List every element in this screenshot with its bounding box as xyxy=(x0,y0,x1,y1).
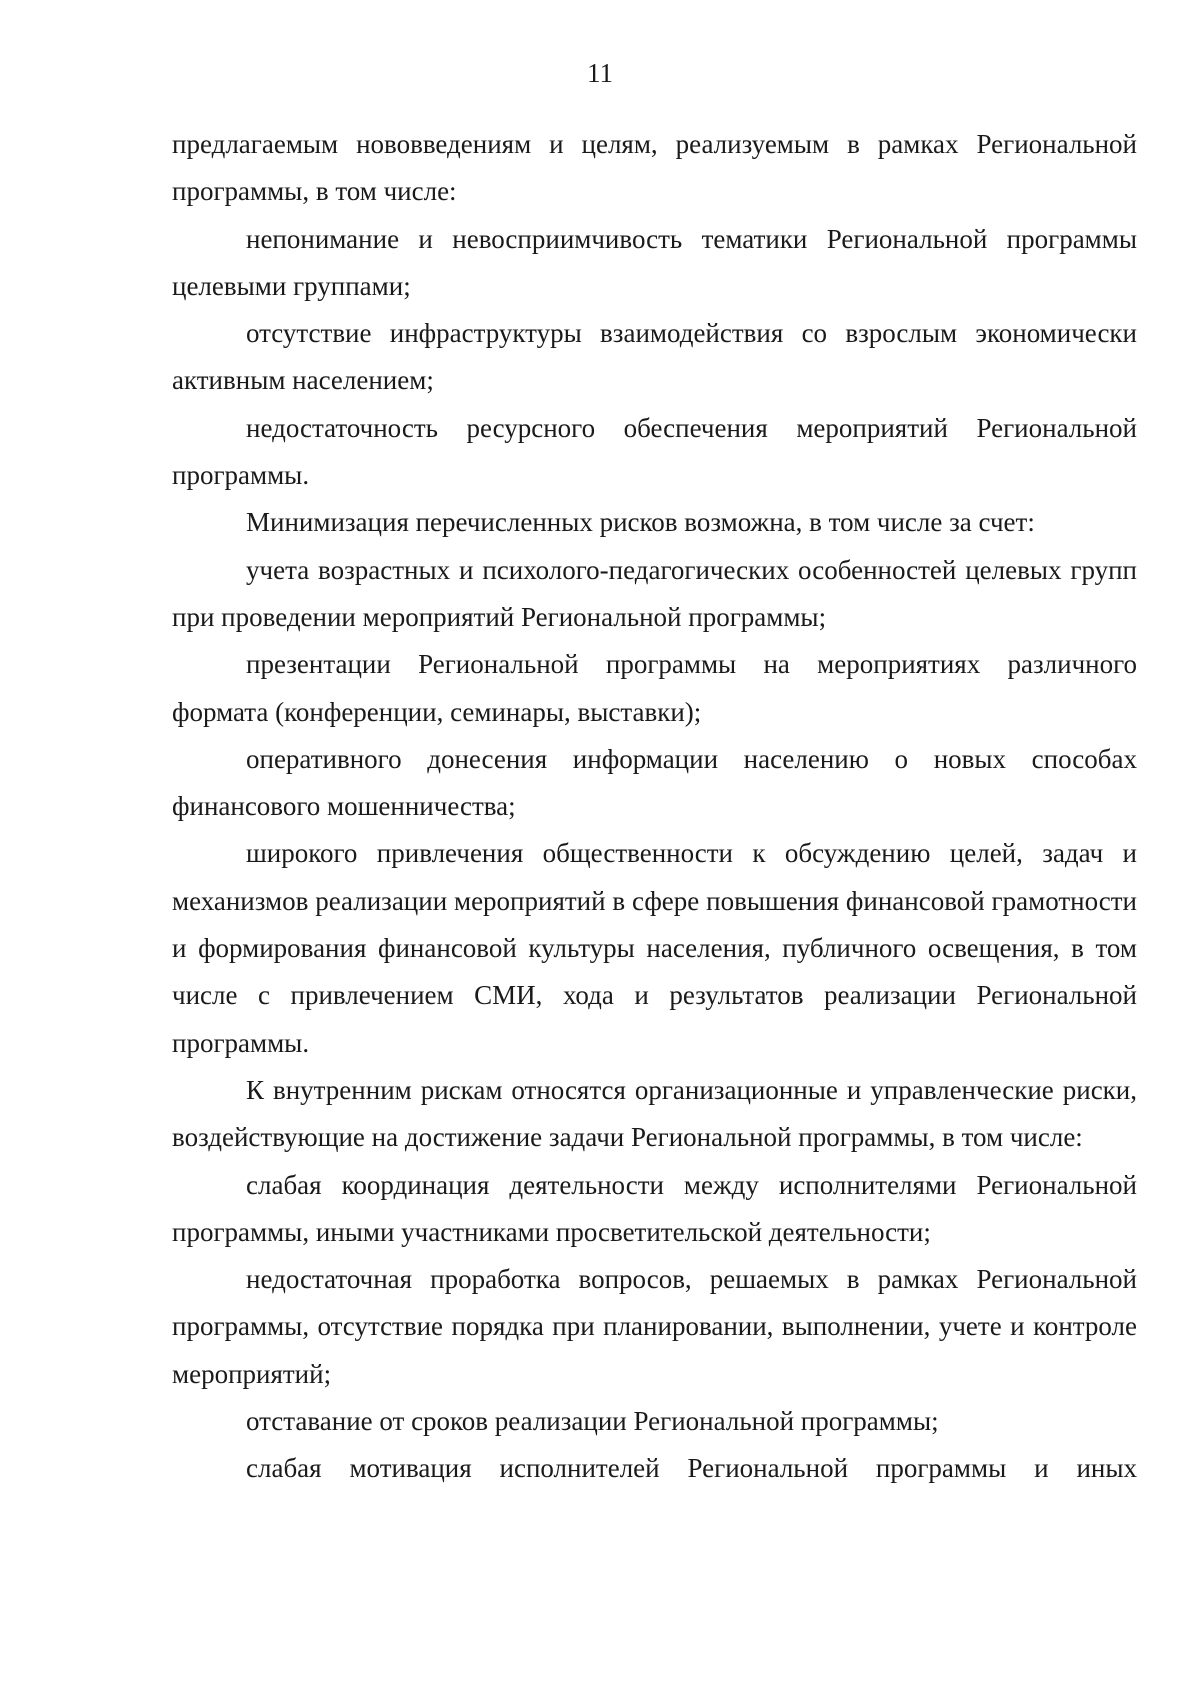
paragraph: учета возрастных и психолого-педагогических особенностей целевых групп при проведении мероприятий Региональной программы; xyxy=(172,554,1137,632)
paragraph: К внутренним рискам относятся организационные и управленческие риски, воздействующие на достижение задачи Региональной программы, в том числе: xyxy=(172,1074,1137,1153)
paragraph: недостаточная проработка вопросов, решаемых в рамках Региональной программы, отсутствие порядка при планировании, выполнении, учете и контроле мероприятий; xyxy=(172,1264,1137,1389)
paragraph: отсутствие инфраструктуры взаимодействия со взрослым экономически активным населением; xyxy=(172,318,1137,396)
paragraph: недостаточность ресурсного обеспечения мероприятий Региональной программы. xyxy=(172,412,1137,491)
paragraph-truncated: слабая мотивация исполнителей Региональной программы и иных xyxy=(246,1453,1137,1484)
document-body xyxy=(172,121,1137,1493)
paragraph: оперативного донесения информации населению о новых способах финансового мошенничества; xyxy=(172,743,1137,822)
paragraph: Минимизация перечисленных рисков возможна, в том числе за счет: xyxy=(246,507,1035,538)
paragraph: слабая координация деятельности между исполнителями Региональной программы, иными участниками просветительской деятельности; xyxy=(172,1169,1137,1247)
paragraph: непонимание и невосприимчивость тематики Региональной программы целевыми группами; xyxy=(172,223,1137,301)
paragraph: отставание от сроков реализации Региональной программы; xyxy=(246,1406,939,1437)
page-number: 11 xyxy=(587,58,613,88)
paragraph: презентации Региональной программы на мероприятиях различного формата (конференции, семинары, выставки); xyxy=(172,649,1137,727)
paragraph: широкого привлечения общественности к обсуждению целей, задач и механизмов реализации мероприятий в сфере повышения финансовой грамотности и формирования финансовой культуры населения, публичного освещения, в том числе с привлечением СМИ, хода и результатов реализации Региональной программы. xyxy=(172,838,1137,1058)
paragraph-continuation: предлагаемым нововведениям и целям, реализуемым в рамках Региональной программы, в том числе: xyxy=(172,129,1137,207)
